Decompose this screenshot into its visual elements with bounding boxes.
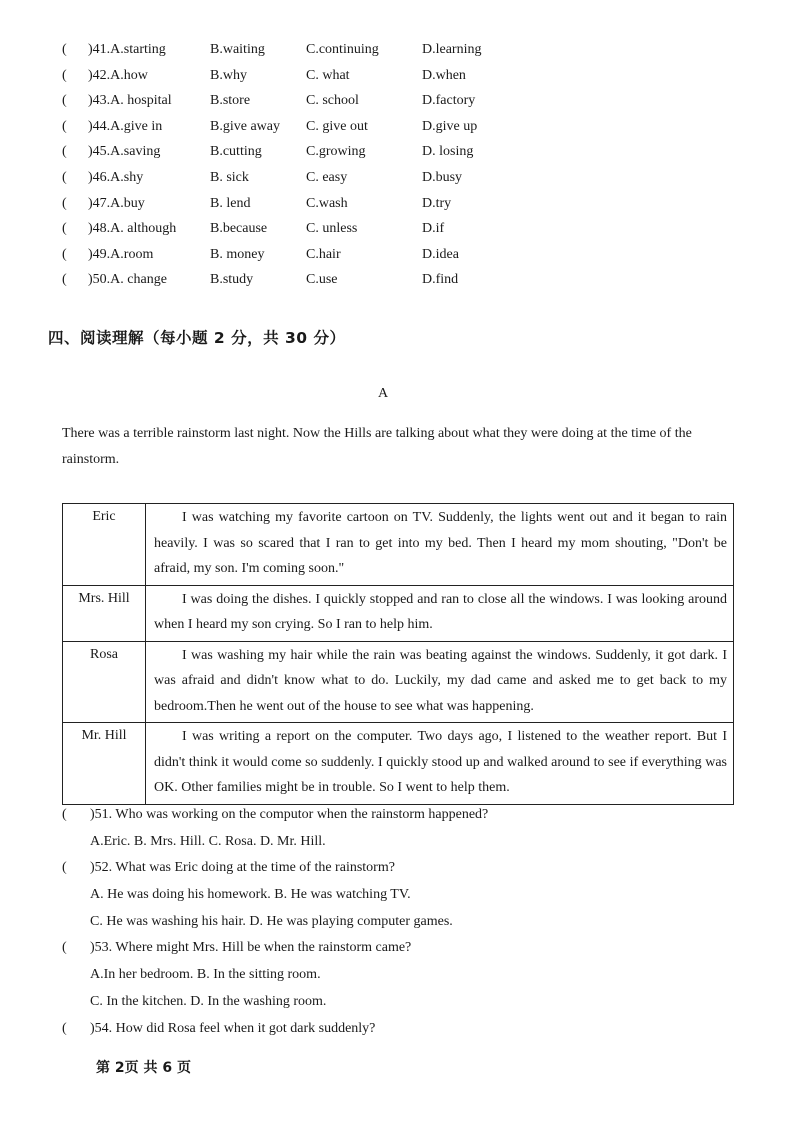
answer-paren[interactable]: ( bbox=[62, 195, 67, 211]
question-stem-line bbox=[62, 937, 752, 964]
table-row bbox=[63, 641, 734, 723]
question-stem-line bbox=[62, 804, 752, 831]
option-d: D.learning bbox=[422, 42, 482, 57]
option-c: C.continuing bbox=[306, 42, 379, 57]
cloze-option-row bbox=[62, 270, 622, 296]
reading-questions bbox=[62, 804, 752, 1044]
option-a: A. hospital bbox=[110, 93, 172, 109]
question-stem-line bbox=[62, 857, 752, 884]
option-c: C. easy bbox=[306, 169, 348, 185]
question-number: )44. bbox=[88, 118, 111, 134]
cloze-option-row bbox=[62, 66, 622, 92]
speaker-name: Mrs. Hill bbox=[63, 585, 146, 641]
option-b: B.because bbox=[210, 221, 268, 237]
question-number-option-a bbox=[88, 142, 160, 162]
option-c: C.wash bbox=[306, 195, 348, 211]
option-b: B.cutting bbox=[210, 144, 262, 160]
answer-paren[interactable]: ( bbox=[62, 860, 67, 876]
page-number: 第 2页 共 6 页 bbox=[96, 1060, 191, 1076]
table-row bbox=[63, 723, 734, 805]
answer-paren[interactable]: ( bbox=[62, 42, 67, 57]
question-number-option-a bbox=[88, 117, 162, 137]
answer-paren[interactable]: ( bbox=[62, 67, 67, 83]
family-statements-table bbox=[62, 503, 734, 805]
question-stem-line bbox=[62, 1018, 752, 1045]
option-c: C. what bbox=[306, 67, 350, 83]
question-number: )47. bbox=[88, 195, 111, 211]
answer-paren[interactable]: ( bbox=[62, 1020, 67, 1036]
option-d: D.busy bbox=[422, 169, 463, 185]
answer-paren[interactable]: ( bbox=[62, 807, 67, 822]
option-c: C. unless bbox=[306, 221, 358, 237]
section-title: 四、阅读理解（每小题 2 分，共 30 分） bbox=[48, 329, 346, 347]
passage-intro: There was a terrible rainstorm last night. Now the Hills are talking about what they were doing at the time of the rainstorm. bbox=[62, 426, 692, 467]
question-options: C. In the kitchen. D. In the washing room. bbox=[90, 993, 327, 1009]
speaker-statement: I was washing my hair while the rain was beating against the windows. Suddenly, it got dark. I was afraid and didn't know what to do. Luckily, my dad came and asked me to get back to my bedroom.Then he went out of the house to see what was happening. bbox=[146, 641, 734, 723]
option-d: D. losing bbox=[422, 144, 474, 160]
option-d: D.idea bbox=[422, 246, 459, 262]
option-a: A. although bbox=[110, 221, 177, 237]
speaker-statement: I was doing the dishes. I quickly stopped and ran to close all the windows. I was looking around when I heard my son crying. So I ran to help him. bbox=[146, 585, 734, 641]
option-b: B.waiting bbox=[210, 42, 265, 57]
cloze-option-row bbox=[62, 117, 622, 143]
option-b: B. lend bbox=[210, 195, 251, 211]
cloze-option-row bbox=[62, 219, 622, 245]
question-number: )43. bbox=[88, 93, 111, 109]
cloze-option-row bbox=[62, 168, 622, 194]
option-d: D.give up bbox=[422, 118, 478, 134]
option-b: B.why bbox=[210, 67, 247, 83]
question-options: A.Eric. B. Mrs. Hill. C. Rosa. D. Mr. Hill. bbox=[90, 833, 326, 849]
question-number: )42. bbox=[88, 67, 111, 83]
option-a: A.room bbox=[110, 246, 154, 262]
cloze-option-row bbox=[62, 40, 622, 66]
option-d: D.when bbox=[422, 67, 466, 83]
cloze-options bbox=[62, 40, 622, 296]
question-options: A. He was doing his homework. B. He was watching TV. bbox=[90, 887, 411, 903]
option-a: A.starting bbox=[110, 42, 166, 57]
cloze-option-row bbox=[62, 142, 622, 168]
answer-paren[interactable]: ( bbox=[62, 246, 67, 262]
option-a: A.shy bbox=[110, 169, 144, 185]
option-c: C.growing bbox=[306, 144, 366, 160]
speaker-statement: I was watching my favorite cartoon on TV. Suddenly, the lights went out and it began to rain heavily. I was so scared that I ran to get into my bed. Then I heard my mom shouting, "Don't be afraid, my son. I'm coming soon." bbox=[146, 504, 734, 586]
option-b: B.give away bbox=[210, 118, 280, 134]
question-stem: )53. Where might Mrs. Hill be when the rainstorm came? bbox=[90, 940, 412, 956]
option-a: A.buy bbox=[110, 195, 145, 211]
speaker-name: Eric bbox=[63, 504, 146, 586]
option-b: B. sick bbox=[210, 169, 249, 185]
option-c: C. school bbox=[306, 93, 359, 109]
table-row bbox=[63, 585, 734, 641]
question-options: C. He was washing his hair. D. He was playing computer games. bbox=[90, 913, 453, 929]
answer-paren[interactable]: ( bbox=[62, 272, 67, 288]
question-number-option-a bbox=[88, 219, 176, 239]
answer-paren[interactable]: ( bbox=[62, 169, 67, 185]
cloze-option-row bbox=[62, 245, 622, 271]
question-options: A.In her bedroom. B. In the sitting room. bbox=[90, 967, 321, 983]
option-d: D.factory bbox=[422, 93, 476, 109]
passage-label: A bbox=[377, 386, 389, 401]
option-c: C. give out bbox=[306, 118, 368, 134]
question-number-option-a bbox=[88, 245, 153, 265]
question-stem: )54. How did Rosa feel when it got dark suddenly? bbox=[90, 1020, 376, 1036]
question-number: )41. bbox=[88, 42, 111, 57]
question-number: )46. bbox=[88, 169, 111, 185]
question-number-option-a bbox=[88, 194, 145, 214]
question-number: )50. bbox=[88, 272, 111, 288]
question-number-option-a bbox=[88, 66, 148, 86]
option-d: D.find bbox=[422, 272, 459, 288]
option-a: A.give in bbox=[110, 118, 163, 134]
answer-paren[interactable]: ( bbox=[62, 221, 67, 237]
cloze-option-row bbox=[62, 194, 622, 220]
answer-paren[interactable]: ( bbox=[62, 118, 67, 134]
speaker-statement: I was writing a report on the computer. Two days ago, I listened to the weather report. But I didn't think it would come so suddenly. I quickly stood up and walked around to see if everything was OK. Other families might be in trouble. So I went to help them. bbox=[146, 723, 734, 805]
option-c: C.hair bbox=[306, 246, 341, 262]
option-b: B. money bbox=[210, 246, 265, 262]
question-number-option-a bbox=[88, 91, 172, 111]
answer-paren[interactable]: ( bbox=[62, 940, 67, 956]
question-stem: )51. Who was working on the computor when the rainstorm happened? bbox=[90, 807, 489, 822]
table-row bbox=[63, 504, 734, 586]
option-d: D.try bbox=[422, 195, 452, 211]
option-a: A.how bbox=[110, 67, 148, 83]
option-b: B.study bbox=[210, 272, 254, 288]
question-number: )48. bbox=[88, 221, 111, 237]
speaker-name: Mr. Hill bbox=[63, 723, 146, 805]
option-b: B.store bbox=[210, 93, 251, 109]
cloze-option-row bbox=[62, 91, 622, 117]
option-c: C.use bbox=[306, 272, 338, 288]
answer-paren[interactable]: ( bbox=[62, 144, 67, 160]
option-a: A.saving bbox=[110, 144, 161, 160]
question-stem: )52. What was Eric doing at the time of the rainstorm? bbox=[90, 860, 395, 876]
question-number: )49. bbox=[88, 246, 111, 262]
option-d: D.if bbox=[422, 221, 445, 237]
question-number-option-a bbox=[88, 270, 167, 290]
option-a: A. change bbox=[110, 272, 167, 288]
question-number-option-a bbox=[88, 40, 166, 60]
answer-paren[interactable]: ( bbox=[62, 93, 67, 109]
question-number-option-a bbox=[88, 168, 143, 188]
question-number: )45. bbox=[88, 144, 111, 160]
speaker-name: Rosa bbox=[63, 641, 146, 723]
